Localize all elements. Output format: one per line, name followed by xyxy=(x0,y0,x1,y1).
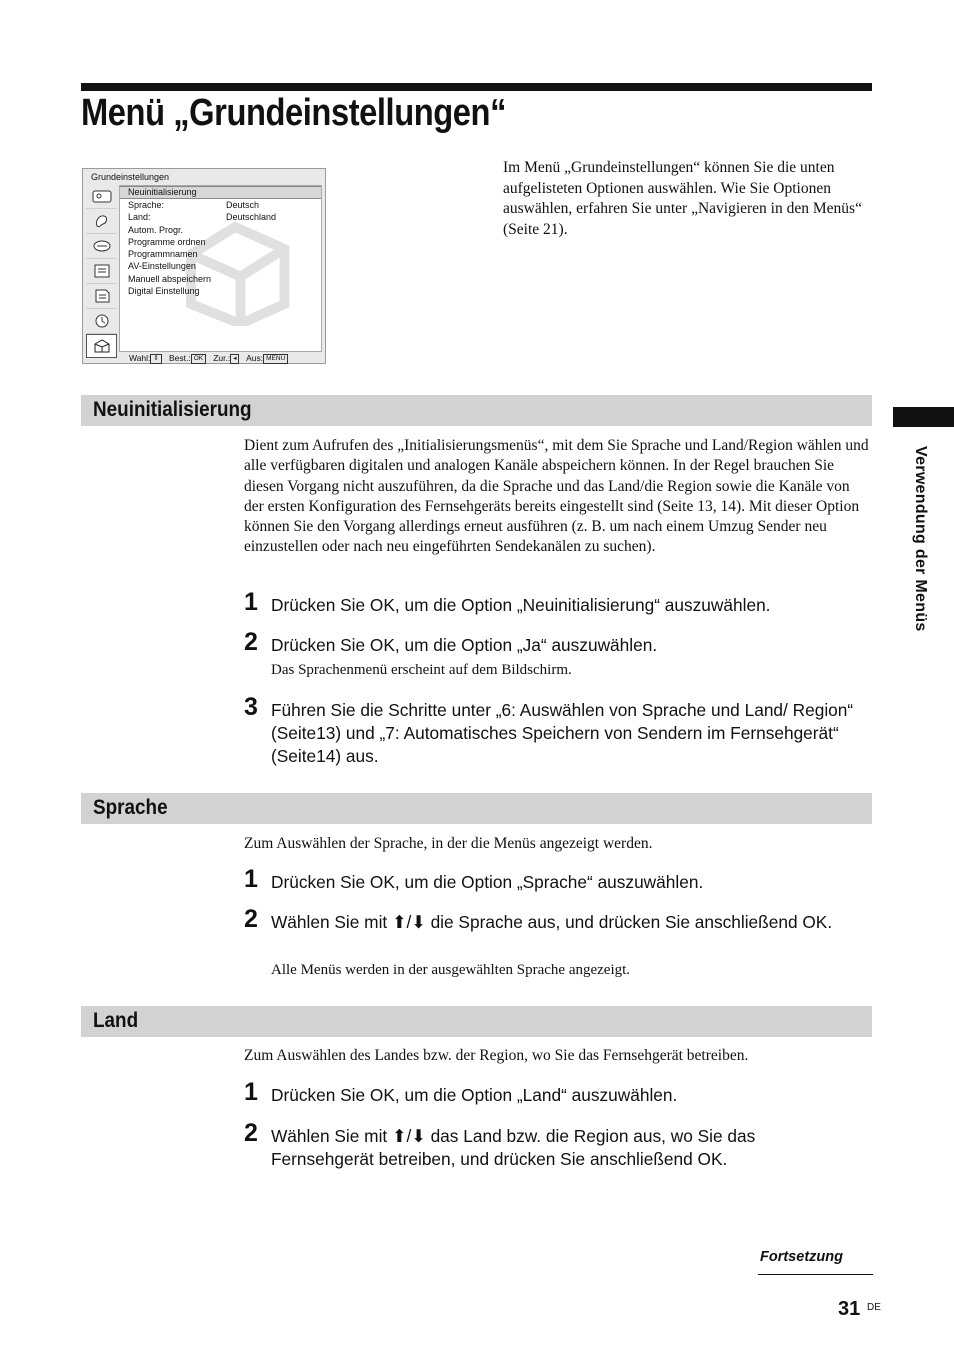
timer-icon xyxy=(86,309,117,334)
setup-chest-icon xyxy=(86,334,117,358)
section-description: Zum Auswählen des Landes bzw. der Region, wo Sie das Fernsehgerät betreiben. xyxy=(244,1047,749,1064)
page-title: Menü „Grundeinstellungen“ xyxy=(81,92,507,134)
step-text: Drücken Sie OK, um die Option „Neuinitialisierung“ auszuwählen. xyxy=(271,595,771,615)
title-rule xyxy=(81,83,872,91)
step-number: 2 xyxy=(244,1119,258,1147)
step-number: 3 xyxy=(244,693,258,721)
tv-menu-item: Programme ordnen xyxy=(128,236,206,247)
tv-menu-item: Manuell abspeichern xyxy=(128,273,212,284)
step-number: 1 xyxy=(244,588,258,616)
tv-menu-item: AV-Einstellungen xyxy=(128,261,196,272)
section-description: Dient zum Aufrufen des „Initialisierungsmenüs“, mit dem Sie Sprache und Land/Region wählen und alle verfügbaren digitalen und analogen Kanäle abspeichern können. In der Regel brauchen Sie diesen Vorgang nicht auszuführen, da die Sprache und das Land/die Region sowie die Kanäle von der ersten Konfiguration des Fernsehgeräts bereits eingestellt sind (Seite 13, 14). Mit dieser Option können Sie den Vorgang allerdings erneut ausführen (z. B. um nach einem Umzug Sender neu einzustellen oder nach neu eingeführten Sendekanälen zu suchen). xyxy=(244,437,869,556)
section-header-land: Land xyxy=(81,1006,872,1037)
continued-rule xyxy=(758,1274,873,1275)
step-note: Das Sprachenmenü erscheint auf dem Bildschirm. xyxy=(271,662,572,678)
setup-list-icon xyxy=(86,284,117,309)
step-text: Wählen Sie mit ⬆/⬇ die Sprache aus, und drücken Sie anschließend OK. xyxy=(271,912,833,932)
picture-icon xyxy=(86,184,117,209)
back-icon: ◂ xyxy=(230,354,239,364)
tv-menu-item: Sprache: Deutsch xyxy=(128,200,260,210)
step-number: 1 xyxy=(244,1078,258,1106)
screen-icon xyxy=(86,259,117,284)
tv-menu-title: Grundeinstellungen xyxy=(91,172,170,182)
step-text: Wählen Sie mit ⬆/⬇ das Land bzw. die Region aus, wo Sie das Fernsehgerät betreiben, und drücken Sie anschließend OK. xyxy=(271,1126,756,1169)
tv-menu-screenshot xyxy=(82,168,326,364)
section-description: Zum Auswählen der Sprache, in der die Menüs angezeigt werden. xyxy=(244,835,653,852)
up-down-icon: ⇕ xyxy=(150,354,161,364)
tv-menu-item: Autom. Progr. xyxy=(128,224,184,235)
tv-menu-footer: Wahl: ⇕ Best.: OK Zur.: ◂ Aus: MENU xyxy=(129,353,288,364)
section-header-sprache: Sprache xyxy=(81,793,872,824)
tv-menu-item: Land: Deutschland xyxy=(128,212,277,223)
tv-menu-item: Programmnamen xyxy=(128,249,198,260)
step-number: 2 xyxy=(244,905,258,933)
chapter-tab-marker xyxy=(893,407,954,427)
step-number: 2 xyxy=(244,628,258,656)
page-number: 31 xyxy=(838,1298,861,1320)
tv-menu-item: Digital Einstellung xyxy=(128,286,200,297)
page-language-suffix: DE xyxy=(867,1302,881,1313)
step-text: Führen Sie die Schritte unter „6: Auswählen von Sprache und Land/ Region“ (Seite13) und „7: Automatisches Speichern von Sendern im Fernsehgerät“ (Seite14) aus. xyxy=(271,700,854,766)
tv-menu-icon-column xyxy=(86,184,117,352)
tv-menu-item: Neuinitialisierung xyxy=(120,186,321,199)
features-icon xyxy=(86,234,117,259)
chapter-side-label: Verwendung der Menüs xyxy=(912,446,929,632)
step-note: Alle Menüs werden in der ausgewählten Sprache angezeigt. xyxy=(271,962,631,978)
step-text: Drücken Sie OK, um die Option „Land“ auszuwählen. xyxy=(271,1085,678,1105)
sound-icon xyxy=(86,209,117,234)
step-text: Drücken Sie OK, um die Option „Ja“ auszuwählen. xyxy=(271,635,658,655)
section-header-neuinitialisierung: Neuinitialisierung xyxy=(81,395,872,426)
step-number: 1 xyxy=(244,865,258,893)
intro-text: Im Menü „Grundeinstellungen“ können Sie die unten aufgelisteten Optionen auswählen. Wie Sie Optionen auswählen, erfahren Sie unter „Navigieren in den Menüs“ (Seite 21). xyxy=(503,159,862,238)
step-text: Drücken Sie OK, um die Option „Sprache“ auszuwählen. xyxy=(271,872,704,892)
tv-menu-list xyxy=(119,185,322,352)
continued-label: Fortsetzung xyxy=(760,1249,843,1265)
